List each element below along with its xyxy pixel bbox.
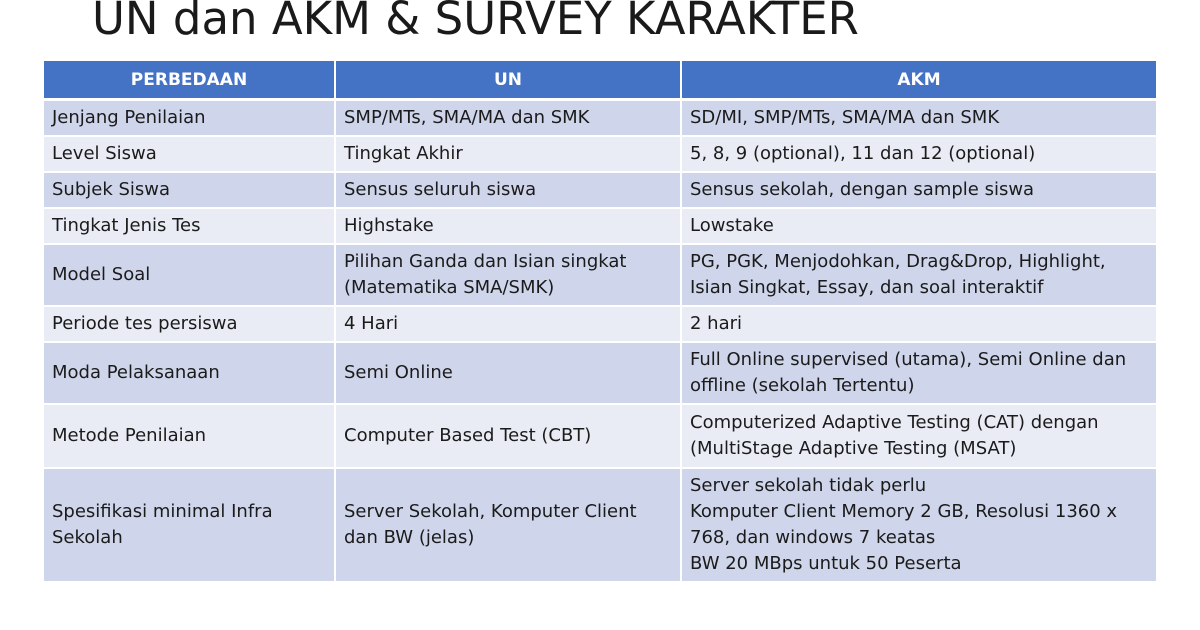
cell-line: (Matematika SMA/SMK) (344, 276, 555, 298)
row-aspect-cell: Metode Penilaian (44, 404, 335, 468)
row-un-cell (335, 244, 681, 306)
cell-line: 768, dan windows 7 keatas (690, 526, 936, 548)
table-row (44, 306, 1156, 342)
row-aspect-cell: Subjek Siswa (44, 172, 335, 208)
row-akm-cell: 2 hari (681, 306, 1156, 342)
comparison-table (44, 61, 1156, 583)
table-row (44, 208, 1156, 244)
header-un: UN (335, 61, 681, 100)
row-akm-cell: Sensus sekolah, dengan sample siswa (681, 172, 1156, 208)
row-un-cell: Highstake (335, 208, 681, 244)
header-akm: AKM (681, 61, 1156, 100)
row-un-cell: Sensus seluruh siswa (335, 172, 681, 208)
row-un-cell: 4 Hari (335, 306, 681, 342)
table-header-row (44, 61, 1156, 100)
cell-line: Server Sekolah, Komputer Client (344, 500, 637, 522)
row-aspect-cell: Tingkat Jenis Tes (44, 208, 335, 244)
row-un-cell: Tingkat Akhir (335, 136, 681, 172)
row-akm-cell (681, 404, 1156, 468)
row-un-cell (335, 468, 681, 582)
row-aspect-cell: Moda Pelaksanaan (44, 342, 335, 404)
row-aspect-cell (44, 468, 335, 582)
table-row (44, 100, 1156, 136)
row-aspect-cell: Level Siswa (44, 136, 335, 172)
cell-line: offline (sekolah Tertentu) (690, 374, 915, 396)
table-row (44, 468, 1156, 582)
cell-line: Komputer Client Memory 2 GB, Resolusi 1360 x (690, 500, 1118, 522)
cell-line: (MultiStage Adaptive Testing (MSAT) (690, 437, 1017, 459)
cell-line: BW 20 MBps untuk 50 Peserta (690, 552, 962, 574)
row-akm-cell: Lowstake (681, 208, 1156, 244)
row-aspect-cell: Jenjang Penilaian (44, 100, 335, 136)
row-akm-cell: SD/MI, SMP/MTs, SMA/MA dan SMK (681, 100, 1156, 136)
cell-line: Server sekolah tidak perlu (690, 474, 927, 496)
table-row (44, 244, 1156, 306)
row-un-cell: Semi Online (335, 342, 681, 404)
cell-line: PG, PGK, Menjodohkan, Drag&Drop, Highlight, (690, 250, 1106, 272)
row-aspect-cell: Model Soal (44, 244, 335, 306)
cell-line: Spesifikasi minimal Infra (52, 500, 273, 522)
cell-line: Sekolah (52, 526, 123, 548)
row-akm-cell: 5, 8, 9 (optional), 11 dan 12 (optional) (681, 136, 1156, 172)
row-akm-cell (681, 468, 1156, 582)
row-un-cell: SMP/MTs, SMA/MA dan SMK (335, 100, 681, 136)
cell-line: Isian Singkat, Essay, dan soal interaktif (690, 276, 1044, 298)
row-akm-cell (681, 342, 1156, 404)
row-aspect-cell: Periode tes persiswa (44, 306, 335, 342)
table-row (44, 404, 1156, 468)
cell-line: Computerized Adaptive Testing (CAT) dengan (690, 411, 1099, 433)
cell-line: dan BW (jelas) (344, 526, 475, 548)
row-akm-cell (681, 244, 1156, 306)
cell-line: Pilihan Ganda dan Isian singkat (344, 250, 627, 272)
table-row (44, 172, 1156, 208)
slide-title: UN dan AKM & SURVEY KARAKTER (92, 0, 859, 45)
cell-line: Full Online supervised (utama), Semi Online dan (690, 348, 1127, 370)
row-un-cell: Computer Based Test (CBT) (335, 404, 681, 468)
table-row (44, 342, 1156, 404)
header-perbedaan: PERBEDAAN (44, 61, 335, 100)
table-row (44, 136, 1156, 172)
